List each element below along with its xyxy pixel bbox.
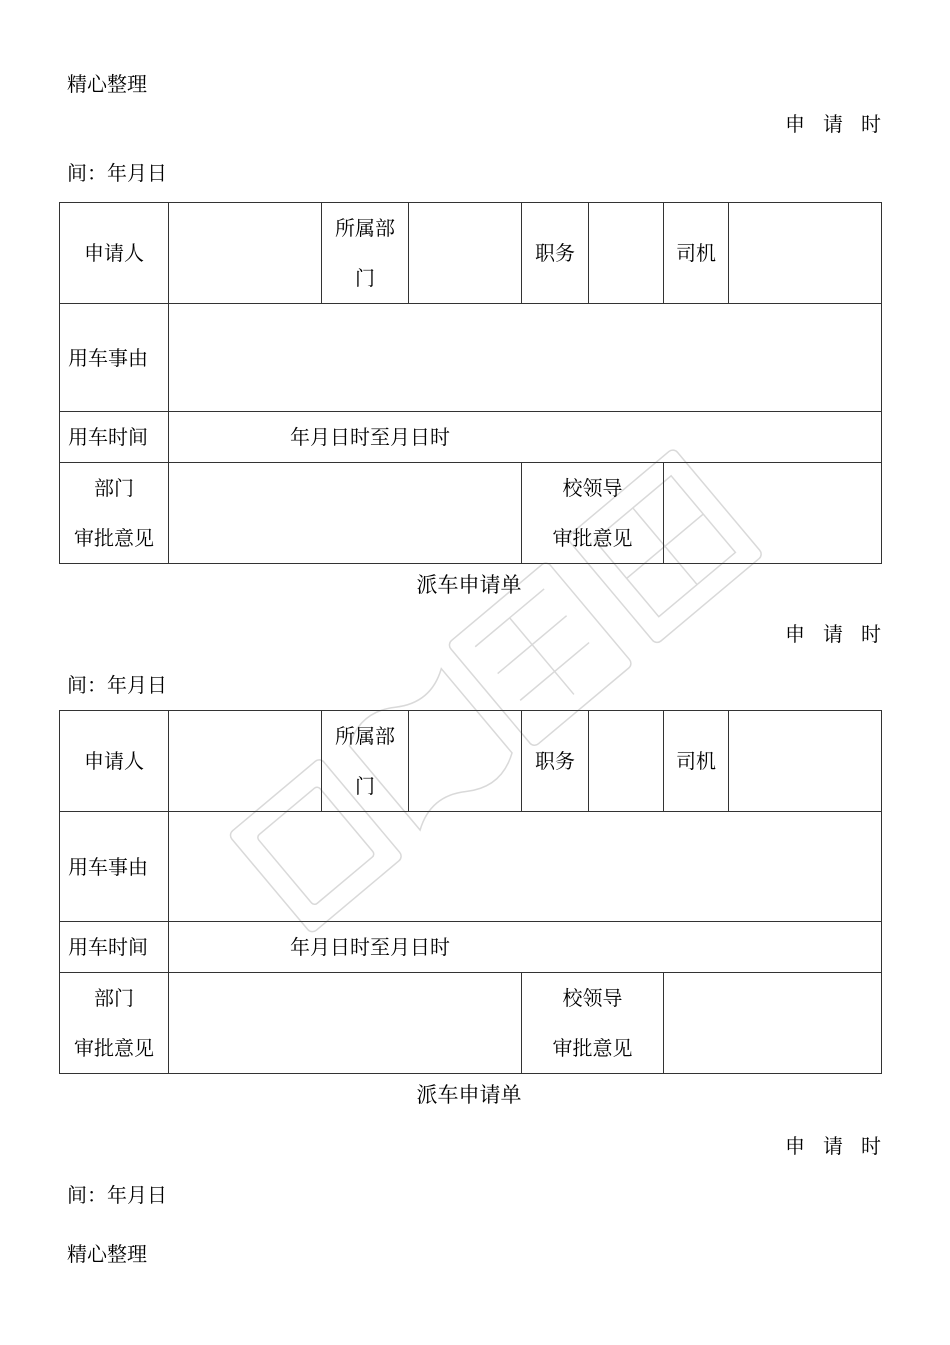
reason-field[interactable] [169, 304, 882, 412]
applicant-field[interactable] [169, 203, 322, 304]
department-label-line2: 门 [355, 774, 375, 798]
date-char-2: 请 [823, 622, 843, 646]
leader-approval-label [522, 973, 664, 1074]
date-char-1: 申 [785, 112, 805, 136]
department-label-line1: 所属部 [335, 216, 395, 240]
leader-approval-line2: 审批意见 [552, 526, 633, 550]
leader-approval-field[interactable] [664, 973, 882, 1074]
dept-approval-field[interactable] [169, 973, 522, 1074]
driver-field[interactable] [729, 711, 882, 812]
driver-label: 司机 [664, 203, 729, 304]
date-line-part2-3: 间：年月日 [67, 1183, 167, 1207]
dept-approval-line2: 审批意见 [74, 1036, 154, 1060]
position-label: 职务 [522, 711, 589, 812]
date-char-3: 时 [861, 622, 881, 646]
time-field[interactable]: 年月日时至月日时 [169, 412, 882, 463]
date-char-3: 时 [861, 112, 881, 136]
date-line-part2-2: 间：年月日 [67, 673, 167, 697]
vehicle-request-form-2 [59, 710, 882, 1074]
reason-label: 用车事由 [60, 812, 169, 922]
applicant-label: 申请人 [60, 203, 169, 304]
department-label-line1: 所属部 [335, 724, 395, 748]
dept-approval-line1: 部门 [94, 986, 134, 1010]
form-title-2: 派车申请单 [416, 1083, 522, 1107]
date-char-1: 申 [785, 1134, 805, 1158]
department-label-line2: 门 [355, 266, 375, 290]
leader-approval-line1: 校领导 [562, 986, 623, 1010]
vehicle-request-form-1 [59, 202, 882, 564]
date-char-2: 请 [823, 1134, 843, 1158]
applicant-field[interactable] [169, 711, 322, 812]
driver-label: 司机 [664, 711, 729, 812]
footer-text: 精心整理 [67, 1242, 147, 1266]
dept-approval-field[interactable] [169, 463, 522, 564]
position-field[interactable] [589, 203, 664, 304]
department-label [322, 203, 409, 304]
position-label: 职务 [522, 203, 589, 304]
department-field[interactable] [409, 203, 522, 304]
date-char-3: 时 [861, 1134, 881, 1158]
header-text: 精心整理 [67, 72, 147, 96]
department-label [322, 711, 409, 812]
dept-approval-line2: 审批意见 [74, 526, 154, 550]
dept-approval-label [60, 463, 169, 564]
position-field[interactable] [589, 711, 664, 812]
applicant-label: 申请人 [60, 711, 169, 812]
form-title-1: 派车申请单 [416, 573, 522, 597]
date-char-2: 请 [823, 112, 843, 136]
leader-approval-line2: 审批意见 [552, 1036, 633, 1060]
leader-approval-field[interactable] [664, 463, 882, 564]
dept-approval-label [60, 973, 169, 1074]
leader-approval-label [522, 463, 664, 564]
date-line-part2: 间：年月日 [67, 161, 167, 185]
reason-field[interactable] [169, 812, 882, 922]
time-label: 用车时间 [60, 922, 169, 973]
time-label: 用车时间 [60, 412, 169, 463]
leader-approval-line1: 校领导 [562, 476, 623, 500]
date-char-1: 申 [785, 622, 805, 646]
department-field[interactable] [409, 711, 522, 812]
time-field[interactable]: 年月日时至月日时 [169, 922, 882, 973]
driver-field[interactable] [729, 203, 882, 304]
reason-label: 用车事由 [60, 304, 169, 412]
dept-approval-line1: 部门 [94, 476, 134, 500]
